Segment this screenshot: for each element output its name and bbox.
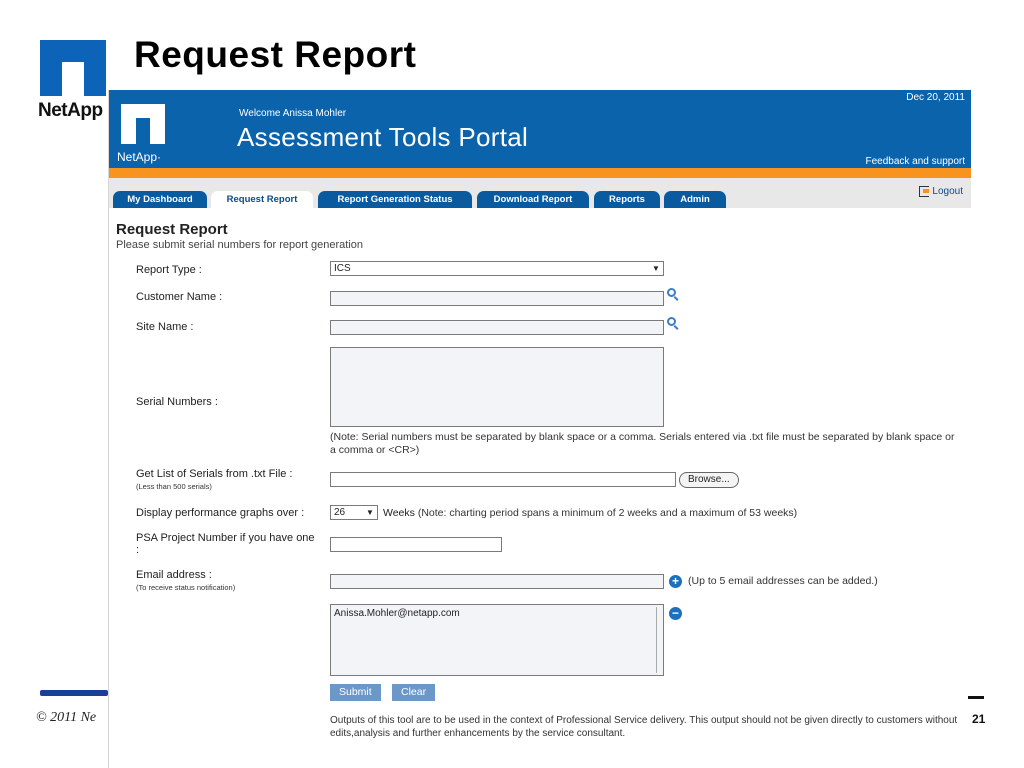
- tab-reports[interactable]: Reports: [594, 191, 660, 208]
- slide-logo-text: NetApp: [38, 100, 103, 121]
- netapp-logo-mark: [40, 40, 106, 96]
- email-label-text: Email address :: [136, 569, 212, 581]
- browse-button[interactable]: Browse...: [679, 472, 739, 488]
- graphs-label: Display performance graphs over :: [136, 507, 305, 519]
- feedback-link[interactable]: Feedback and support: [865, 156, 965, 167]
- email-label: [136, 569, 235, 592]
- footer-copyright: © 2011 Ne: [36, 710, 97, 725]
- graphs-note: (Note: charting period spans a minimum of 2 weeks and a maximum of 53 weeks): [417, 507, 798, 519]
- logout-label: Logout: [932, 186, 963, 197]
- form-title: Request Report: [116, 221, 228, 238]
- serial-file-sublabel: (Less than 500 serials): [136, 482, 212, 491]
- graphs-weeks-value: 26: [334, 507, 346, 518]
- submit-button[interactable]: Submit: [330, 684, 381, 701]
- serial-file-label-text: Get List of Serials from .txt File :: [136, 468, 293, 480]
- footer-bar-right: [968, 696, 984, 699]
- search-icon[interactable]: [667, 317, 676, 326]
- welcome-message: Welcome Anissa Mohler: [239, 108, 347, 119]
- slide-netapp-logo: [38, 40, 108, 125]
- graphs-weeks-select[interactable]: [330, 505, 378, 520]
- footer-bar-left: [40, 690, 108, 696]
- portal-logo-text: NetApp·: [117, 150, 162, 164]
- current-date: Dec 20, 2011: [906, 92, 965, 103]
- clear-button[interactable]: Clear: [392, 684, 435, 701]
- chevron-down-icon: ▼: [652, 264, 660, 273]
- email-list[interactable]: [330, 604, 664, 676]
- serial-numbers-note: (Note: Serial numbers must be separated by blank space or a comma. Serials entered via .txt file must be separated by blank space or a comma or <CR>): [330, 431, 955, 456]
- site-name-label: Site Name :: [136, 321, 194, 333]
- page-number: 21: [972, 712, 986, 726]
- psa-label: PSA Project Number if you have one :: [136, 532, 315, 556]
- psa-input[interactable]: [330, 537, 502, 552]
- email-input[interactable]: [330, 574, 664, 589]
- form-subtitle: Please submit serial numbers for report generation: [116, 239, 364, 251]
- tab-report-generation-status[interactable]: Report Generation Status: [318, 191, 472, 208]
- report-type-select[interactable]: [330, 261, 664, 276]
- report-type-label: Report Type :: [136, 264, 202, 276]
- add-email-icon[interactable]: +: [669, 575, 682, 588]
- customer-name-label: Customer Name :: [136, 291, 223, 303]
- email-list-item[interactable]: Anissa.Mohler@netapp.com: [334, 608, 460, 619]
- graphs-unit: Weeks: [383, 507, 415, 519]
- site-name-input[interactable]: [330, 320, 664, 335]
- tab-request-report[interactable]: Request Report: [211, 191, 313, 208]
- tab-admin[interactable]: Admin: [664, 191, 726, 208]
- email-note: (Up to 5 email addresses can be added.): [688, 575, 878, 587]
- report-type-value: ICS: [334, 263, 351, 274]
- remove-email-icon[interactable]: −: [669, 607, 682, 620]
- serial-numbers-textarea[interactable]: [330, 347, 664, 427]
- slide-title: Request Report: [134, 34, 417, 75]
- chevron-down-icon: ▼: [366, 508, 374, 517]
- serial-numbers-label: Serial Numbers :: [136, 396, 218, 408]
- tab-my-dashboard[interactable]: My Dashboard: [113, 191, 207, 208]
- graphs-note-line: [383, 507, 943, 520]
- customer-name-input[interactable]: [330, 291, 664, 306]
- serial-file-label: [136, 468, 293, 491]
- search-icon[interactable]: [667, 288, 676, 297]
- email-sublabel: (To receive status notification): [136, 583, 236, 592]
- email-list-scrollbar[interactable]: [656, 607, 657, 673]
- serial-file-input[interactable]: [330, 472, 676, 487]
- tab-download-report[interactable]: Download Report: [477, 191, 589, 208]
- portal-title: Assessment Tools Portal: [237, 122, 529, 152]
- disclaimer-text: Outputs of this tool are to be used in the context of Professional Service delivery. This output should not be given directly to customers without edits,analysis and further enhancements by the service consultant.: [330, 715, 958, 739]
